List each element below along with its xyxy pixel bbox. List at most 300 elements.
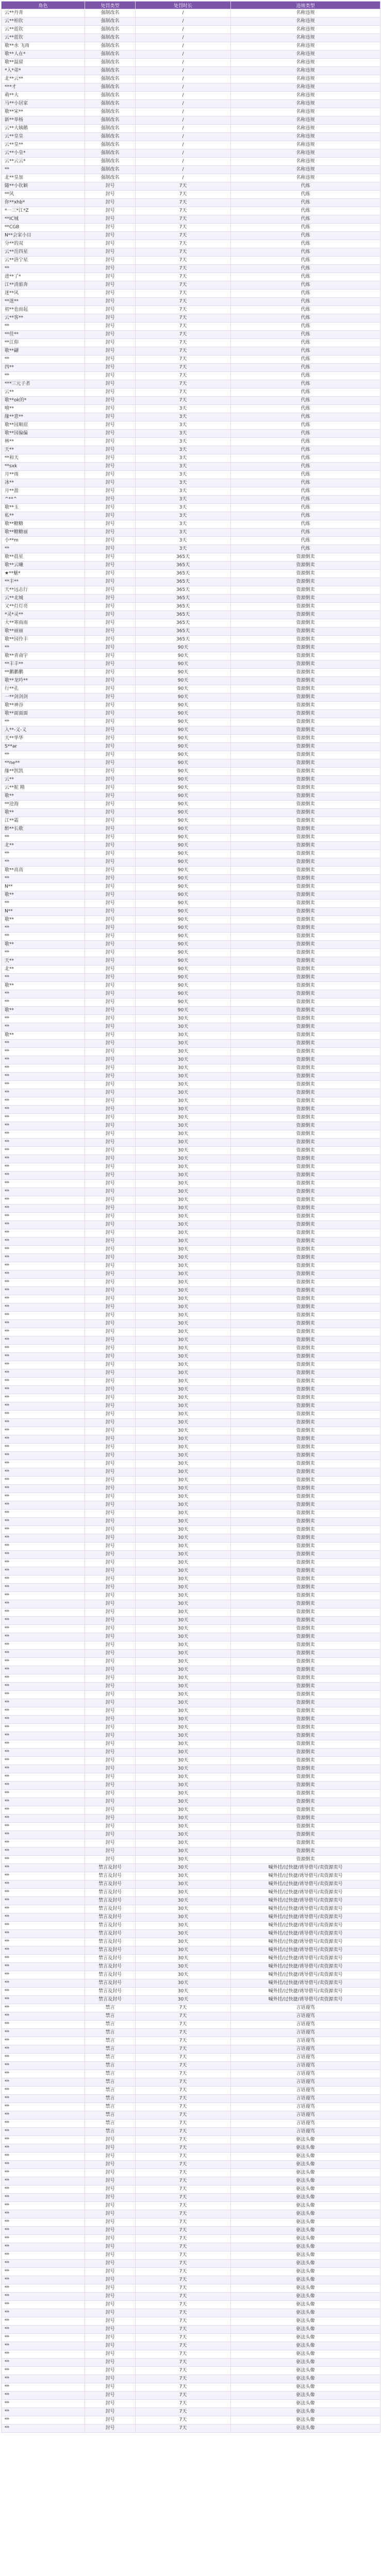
cell-penalty-type: 封号 (85, 1402, 136, 1411)
cell-violation-type: 喊外挂/过快捷/诱导借号/卖资源卖号 (231, 1905, 380, 1913)
cell-penalty-duration: 30天 (136, 1691, 231, 1699)
cell-violation-type: 资源倒卖 (231, 578, 380, 586)
table-row (2, 2012, 380, 2021)
cell-penalty-type: 封号 (85, 2251, 136, 2260)
cell-penalty-type: 封号 (85, 850, 136, 858)
cell-role: 缘**意** (2, 413, 85, 421)
cell-violation-type: 资源倒卖 (231, 908, 380, 916)
table-body (2, 9, 380, 2433)
cell-violation-type: 驱法头像 (231, 2301, 380, 2309)
table-row (2, 529, 380, 537)
cell-penalty-type: 禁言及封号 (85, 1930, 136, 1938)
cell-penalty-type: 封号 (85, 578, 136, 586)
cell-role: 歌** (2, 792, 85, 801)
cell-penalty-duration: / (136, 100, 231, 108)
cell-penalty-duration: 30天 (136, 1163, 231, 1172)
cell-violation-type: 名称违规 (231, 141, 380, 149)
table-row (2, 2235, 380, 2243)
table-row (2, 1600, 380, 1608)
cell-role: ** (2, 1732, 85, 1740)
cell-role: 歌** (2, 891, 85, 900)
cell-penalty-type: 封号 (85, 2235, 136, 2243)
cell-role: 江**霜 (2, 817, 85, 825)
cell-penalty-type: 封号 (85, 768, 136, 776)
cell-role: ** (2, 2045, 85, 2054)
table-row (2, 1543, 380, 1551)
cell-penalty-type: 封号 (85, 1007, 136, 1015)
cell-penalty-type: 强制改名 (85, 158, 136, 166)
cell-violation-type: 言语谩骂 (231, 2029, 380, 2037)
table-row (2, 1897, 380, 1905)
cell-role: **CGB (2, 224, 85, 232)
cell-role: ** (2, 1180, 85, 1188)
table-row (2, 1353, 380, 1361)
cell-violation-type: 资源倒卖 (231, 1163, 380, 1172)
cell-penalty-type: 封号 (85, 388, 136, 397)
cell-role: **和天 (2, 454, 85, 463)
cell-violation-type: 资源倒卖 (231, 933, 380, 941)
cell-penalty-type: 封号 (85, 900, 136, 908)
cell-penalty-duration: 7天 (136, 2161, 231, 2169)
cell-penalty-duration: 30天 (136, 1889, 231, 1897)
cell-role: ** (2, 1435, 85, 1444)
cell-role: ** (2, 1831, 85, 1839)
table-row (2, 1402, 380, 1411)
cell-violation-type: 资源倒卖 (231, 1798, 380, 1806)
cell-role: ** (2, 1023, 85, 1031)
table-row (2, 1913, 380, 1922)
cell-penalty-type: 封号 (85, 603, 136, 611)
cell-penalty-duration: 30天 (136, 1493, 231, 1501)
cell-penalty-type: 封号 (85, 545, 136, 553)
cell-penalty-type: 封号 (85, 1848, 136, 1856)
cell-violation-type: 资源倒卖 (231, 1279, 380, 1287)
table-row (2, 776, 380, 784)
cell-penalty-duration: 30天 (136, 1361, 231, 1369)
cell-role: ** (2, 1707, 85, 1716)
cell-violation-type: 资源倒卖 (231, 1683, 380, 1691)
table-row (2, 628, 380, 636)
table-row (2, 1823, 380, 1831)
cell-violation-type: 资源倒卖 (231, 1048, 380, 1056)
cell-violation-type: 喊外挂/过快捷/诱导借号/卖资源卖号 (231, 1979, 380, 1988)
cell-violation-type: 名称违规 (231, 92, 380, 100)
cell-penalty-duration: 90天 (136, 743, 231, 751)
cell-role: ** (2, 1353, 85, 1361)
table-row (2, 2425, 380, 2433)
cell-role: **沧海 (2, 801, 85, 809)
cell-violation-type: 资源倒卖 (231, 1666, 380, 1674)
table-row (2, 2062, 380, 2070)
table-row (2, 133, 380, 141)
cell-role: ** (2, 1815, 85, 1823)
cell-penalty-duration: 30天 (136, 1295, 231, 1303)
cell-role: N** (2, 883, 85, 891)
table-row (2, 1394, 380, 1402)
cell-violation-type: 资源倒卖 (231, 998, 380, 1007)
table-row (2, 2334, 380, 2342)
cell-violation-type: 驱法头像 (231, 2425, 380, 2433)
cell-penalty-duration: 90天 (136, 702, 231, 710)
table-row (2, 504, 380, 512)
table-row (2, 1444, 380, 1452)
cell-role: ** (2, 355, 85, 364)
table-row (2, 2087, 380, 2095)
cell-role: ** (2, 1402, 85, 1411)
cell-penalty-type: 封号 (85, 1699, 136, 1707)
cell-role: ** (2, 2120, 85, 2128)
cell-penalty-type: 封号 (85, 2260, 136, 2268)
cell-role: ** (2, 1287, 85, 1295)
cell-penalty-duration: 30天 (136, 1848, 231, 1856)
cell-violation-type: 资源倒卖 (231, 957, 380, 965)
table-row (2, 463, 380, 471)
cell-penalty-duration: 30天 (136, 1064, 231, 1073)
cell-violation-type: 驱法头像 (231, 2309, 380, 2317)
cell-violation-type: 资源倒卖 (231, 1196, 380, 1205)
cell-role: ** (2, 1320, 85, 1328)
cell-penalty-type: 禁言及封号 (85, 1988, 136, 1996)
cell-violation-type: 代练 (231, 257, 380, 265)
cell-penalty-type: 封号 (85, 908, 136, 916)
cell-role: ** (2, 1130, 85, 1139)
cell-penalty-duration: 30天 (136, 1773, 231, 1782)
cell-violation-type: 资源倒卖 (231, 1707, 380, 1716)
cell-penalty-duration: 7天 (136, 2144, 231, 2153)
cell-violation-type: 资源倒卖 (231, 867, 380, 875)
cell-penalty-type: 封号 (85, 2169, 136, 2177)
cell-penalty-type: 封号 (85, 487, 136, 496)
cell-penalty-duration: 7天 (136, 2268, 231, 2276)
cell-penalty-duration: 30天 (136, 1468, 231, 1477)
table-row (2, 1831, 380, 1839)
cell-role: ** (2, 1930, 85, 1938)
table-row (2, 405, 380, 413)
table-row (2, 1526, 380, 1534)
cell-penalty-duration: 7天 (136, 2359, 231, 2367)
cell-penalty-type: 封号 (85, 2161, 136, 2169)
cell-violation-type: 资源倒卖 (231, 1699, 380, 1707)
cell-penalty-duration: 7天 (136, 2408, 231, 2416)
cell-role: ** (2, 1056, 85, 1064)
cell-role: ** (2, 2144, 85, 2153)
cell-violation-type: 资源倒卖 (231, 1336, 380, 1345)
cell-role: ** (2, 1196, 85, 1205)
cell-penalty-type: 封号 (85, 397, 136, 405)
cell-penalty-type: 封号 (85, 974, 136, 982)
cell-role: ** (2, 1427, 85, 1435)
table-row (2, 2342, 380, 2350)
cell-violation-type: 资源倒卖 (231, 1765, 380, 1773)
cell-violation-type: 资源倒卖 (231, 1452, 380, 1460)
cell-role: 云** (2, 388, 85, 397)
cell-penalty-type: 封号 (85, 1493, 136, 1501)
cell-violation-type: 资源倒卖 (231, 1691, 380, 1699)
cell-penalty-type: 封号 (85, 858, 136, 867)
cell-penalty-duration: 7天 (136, 2070, 231, 2078)
cell-role: 北**皇加 (2, 174, 85, 182)
cell-role: 迷**风 (2, 290, 85, 298)
cell-role: ** (2, 1213, 85, 1221)
cell-role: ** (2, 1485, 85, 1493)
cell-violation-type: 资源倒卖 (231, 1361, 380, 1369)
cell-penalty-duration: 30天 (136, 1287, 231, 1295)
cell-penalty-duration: 30天 (136, 1477, 231, 1485)
cell-penalty-type: 封号 (85, 1073, 136, 1081)
table-row (2, 1419, 380, 1427)
cell-violation-type: 资源倒卖 (231, 941, 380, 949)
cell-penalty-duration: 30天 (136, 1526, 231, 1534)
table-row (2, 2301, 380, 2309)
cell-penalty-type: 封号 (85, 1353, 136, 1361)
cell-penalty-type: 封号 (85, 2301, 136, 2309)
cell-violation-type: 资源倒卖 (231, 735, 380, 743)
cell-role: ** (2, 1724, 85, 1732)
table-row (2, 908, 380, 916)
table-row (2, 1493, 380, 1501)
cell-penalty-duration: 365天 (136, 553, 231, 562)
cell-penalty-type: 封号 (85, 660, 136, 669)
table-row (2, 413, 380, 421)
cell-role: ** (2, 1765, 85, 1773)
cell-violation-type: 资源倒卖 (231, 1270, 380, 1279)
header-penalty-duration: 处罚时长 (136, 2, 231, 9)
table-row (2, 273, 380, 281)
cell-penalty-type: 封号 (85, 1139, 136, 1147)
cell-role: ** (2, 2185, 85, 2194)
cell-penalty-type: 封号 (85, 1287, 136, 1295)
cell-penalty-type: 封号 (85, 1097, 136, 1106)
cell-role: ** (2, 2218, 85, 2227)
cell-role: ** (2, 1460, 85, 1468)
cell-violation-type: 代练 (231, 306, 380, 314)
cell-penalty-duration: 30天 (136, 1699, 231, 1707)
cell-penalty-duration: 7天 (136, 364, 231, 372)
cell-violation-type: 资源倒卖 (231, 1773, 380, 1782)
cell-penalty-duration: 7天 (136, 191, 231, 199)
cell-role: ** (2, 1650, 85, 1658)
cell-violation-type: 代练 (231, 240, 380, 248)
cell-penalty-type: 封号 (85, 430, 136, 438)
cell-penalty-type: 封号 (85, 685, 136, 693)
cell-penalty-duration: 30天 (136, 1707, 231, 1716)
cell-penalty-duration: 7天 (136, 2218, 231, 2227)
cell-role: ** (2, 1806, 85, 1815)
cell-role: ** (2, 1534, 85, 1543)
table-row (2, 92, 380, 100)
cell-penalty-duration: 30天 (136, 1551, 231, 1559)
cell-penalty-type: 封号 (85, 2350, 136, 2359)
cell-penalty-type: 封号 (85, 298, 136, 306)
cell-violation-type: 驱法头像 (231, 2408, 380, 2416)
table-row (2, 1971, 380, 1979)
table-row (2, 693, 380, 702)
cell-role: ** (2, 1106, 85, 1114)
cell-penalty-type: 封号 (85, 1221, 136, 1229)
cell-penalty-duration: / (136, 9, 231, 18)
cell-violation-type: 资源倒卖 (231, 1732, 380, 1740)
cell-violation-type: 代练 (231, 224, 380, 232)
table-row (2, 636, 380, 644)
table-row (2, 1262, 380, 1270)
cell-penalty-duration: 365天 (136, 578, 231, 586)
table-row (2, 331, 380, 339)
cell-violation-type: 驱法头像 (231, 2276, 380, 2284)
cell-penalty-duration: 30天 (136, 1839, 231, 1848)
table-row (2, 1229, 380, 1238)
cell-violation-type: 代练 (231, 298, 380, 306)
cell-penalty-duration: 30天 (136, 1608, 231, 1617)
cell-penalty-type: 封号 (85, 949, 136, 957)
table-row (2, 2054, 380, 2062)
cell-role: 歌**水 飞雨 (2, 42, 85, 50)
cell-penalty-duration: 7天 (136, 331, 231, 339)
cell-role: **佳** (2, 331, 85, 339)
cell-penalty-type: 封号 (85, 1122, 136, 1130)
table-row (2, 224, 380, 232)
table-row (2, 2144, 380, 2153)
cell-penalty-type: 禁言及封号 (85, 1880, 136, 1889)
table-row (2, 2120, 380, 2128)
cell-violation-type: 资源倒卖 (231, 1106, 380, 1114)
cell-penalty-type: 封号 (85, 2177, 136, 2185)
cell-role: ** (2, 1295, 85, 1303)
cell-penalty-duration: 30天 (136, 1452, 231, 1460)
cell-violation-type: 代练 (231, 182, 380, 191)
cell-penalty-duration: 30天 (136, 1922, 231, 1930)
cell-role: ** (2, 1971, 85, 1979)
cell-penalty-type: 封号 (85, 1831, 136, 1839)
cell-violation-type: 驱法头像 (231, 2136, 380, 2144)
cell-violation-type: 名称违规 (231, 149, 380, 158)
cell-penalty-duration: / (136, 83, 231, 92)
cell-violation-type: 资源倒卖 (231, 817, 380, 825)
cell-penalty-duration: 7天 (136, 232, 231, 240)
table-row (2, 1246, 380, 1254)
cell-role: ** (2, 1163, 85, 1172)
table-row (2, 2021, 380, 2029)
cell-penalty-type: 封号 (85, 1600, 136, 1608)
table-row (2, 2392, 380, 2400)
cell-penalty-duration: 30天 (136, 1806, 231, 1815)
cell-penalty-duration: 90天 (136, 693, 231, 702)
cell-penalty-duration: / (136, 133, 231, 141)
cell-role: ** (2, 2128, 85, 2136)
cell-penalty-type: 封号 (85, 916, 136, 924)
cell-penalty-duration: 7天 (136, 2045, 231, 2054)
cell-penalty-type: 封号 (85, 1724, 136, 1732)
cell-penalty-type: 强制改名 (85, 50, 136, 59)
cell-penalty-duration: 7天 (136, 2284, 231, 2293)
cell-role: ** (2, 1147, 85, 1155)
table-row (2, 2103, 380, 2111)
cell-violation-type: 言语谩骂 (231, 2095, 380, 2103)
table-row (2, 1559, 380, 1567)
cell-role: ** (2, 1526, 85, 1534)
cell-penalty-duration: 7天 (136, 2062, 231, 2070)
cell-violation-type: 资源倒卖 (231, 1551, 380, 1559)
table-row (2, 2210, 380, 2218)
cell-penalty-type: 封号 (85, 215, 136, 224)
table-row (2, 2350, 380, 2359)
cell-role: 林** (2, 438, 85, 446)
table-row (2, 438, 380, 446)
cell-violation-type: 资源倒卖 (231, 1493, 380, 1501)
cell-role: ** (2, 1155, 85, 1163)
table-row (2, 957, 380, 965)
cell-role: *灵*灵** (2, 611, 85, 619)
cell-penalty-type: 强制改名 (85, 149, 136, 158)
cell-penalty-duration: 90天 (136, 718, 231, 726)
cell-violation-type: 资源倒卖 (231, 1427, 380, 1435)
table-row (2, 248, 380, 257)
cell-penalty-type: 封号 (85, 2309, 136, 2317)
cell-penalty-duration: 7天 (136, 2177, 231, 2185)
cell-penalty-type: 封号 (85, 784, 136, 792)
cell-penalty-duration: 30天 (136, 1303, 231, 1312)
cell-role: **丰** (2, 578, 85, 586)
cell-violation-type: 资源倒卖 (231, 685, 380, 693)
cell-penalty-duration: 3天 (136, 520, 231, 529)
cell-role: 进**了* (2, 273, 85, 281)
table-row (2, 116, 380, 125)
cell-violation-type: 喊外挂/过快捷/诱导借号/卖资源卖号 (231, 1897, 380, 1905)
cell-violation-type: 喊外挂/过快捷/诱导借号/卖资源卖号 (231, 1946, 380, 1955)
cell-role: ** (2, 1740, 85, 1749)
cell-violation-type: 代练 (231, 496, 380, 504)
table-row (2, 2400, 380, 2408)
cell-violation-type: 代练 (231, 290, 380, 298)
cell-penalty-duration: 30天 (136, 1419, 231, 1427)
table-row (2, 586, 380, 595)
cell-penalty-type: 封号 (85, 1270, 136, 1279)
cell-penalty-duration: 7天 (136, 2235, 231, 2243)
cell-violation-type: 资源倒卖 (231, 891, 380, 900)
cell-violation-type: 驱法头像 (231, 2161, 380, 2169)
cell-violation-type: 代练 (231, 471, 380, 479)
cell-penalty-duration: 365天 (136, 586, 231, 595)
cell-penalty-duration: 90天 (136, 941, 231, 949)
cell-penalty-type: 封号 (85, 1419, 136, 1427)
cell-penalty-type: 封号 (85, 2218, 136, 2227)
table-row (2, 1023, 380, 1031)
cell-role: 北** (2, 965, 85, 974)
table-row (2, 1452, 380, 1460)
table-row (2, 42, 380, 50)
cell-violation-type: 资源倒卖 (231, 751, 380, 759)
table-row (2, 1485, 380, 1493)
cell-role: ** (2, 1378, 85, 1386)
cell-role: 歌**青南宇 (2, 652, 85, 660)
cell-role: ** (2, 1015, 85, 1023)
cell-penalty-duration: 30天 (136, 1205, 231, 1213)
cell-penalty-duration: 30天 (136, 1641, 231, 1650)
table-row (2, 1773, 380, 1782)
cell-penalty-duration: 30天 (136, 1196, 231, 1205)
table-row (2, 1369, 380, 1378)
cell-violation-type: 代练 (231, 281, 380, 290)
cell-penalty-type: 封号 (85, 1238, 136, 1246)
cell-violation-type: 言语谩骂 (231, 2078, 380, 2087)
table-row (2, 809, 380, 817)
cell-penalty-type: 封号 (85, 2276, 136, 2284)
cell-role: 云**皇** (2, 141, 85, 149)
cell-penalty-duration: 3天 (136, 471, 231, 479)
cell-penalty-duration: 90天 (136, 957, 231, 965)
cell-role: ** (2, 1699, 85, 1707)
cell-penalty-type: 封号 (85, 182, 136, 191)
table-row (2, 487, 380, 496)
